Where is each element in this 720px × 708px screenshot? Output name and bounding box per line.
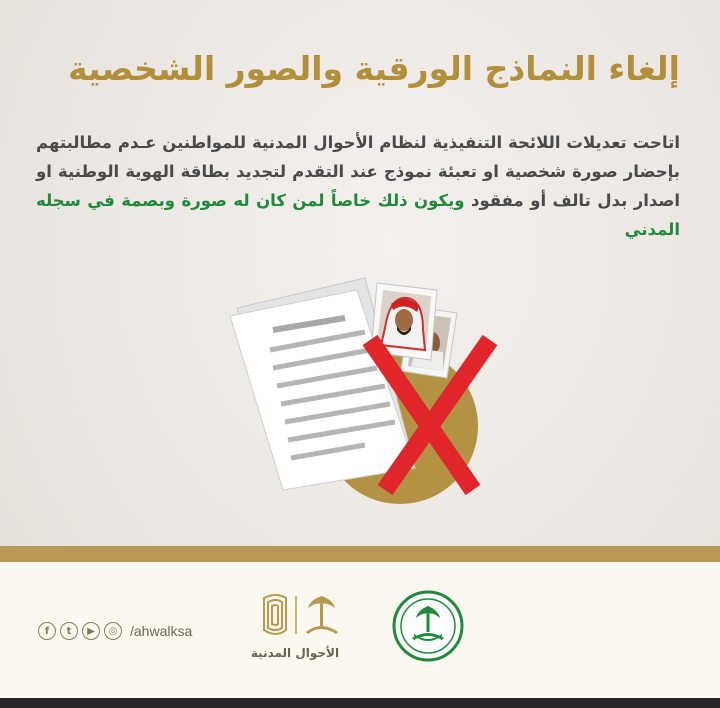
civil-affairs-label: الأحوال المدنية xyxy=(250,646,340,660)
ministry-interior-logo xyxy=(392,590,464,662)
facebook-icon[interactable]: f xyxy=(38,622,56,640)
cancelled-documents-illustration xyxy=(225,268,515,518)
fingerprint-icon xyxy=(264,595,286,634)
gold-divider-band xyxy=(0,546,720,562)
social-links xyxy=(38,620,192,642)
palm-swords-emblem-icon xyxy=(306,596,338,634)
youtube-icon[interactable]: ▶ xyxy=(82,622,100,640)
bottom-bar xyxy=(0,698,720,708)
body-text-plain: اتاحت تعديلات اللائحة التنفيذية لنظام الأحوال المدنية للمواطنين عـدم مطالبتهم بإحضار صورة شخصية او تعبئة نموذج عند التقدم لتجديد بطاقة الهوية الوطنية او اصدار بدل تالف أو مفقود xyxy=(36,133,680,210)
body-paragraph xyxy=(36,128,680,244)
page-title: إلغاء النماذج الورقية والصور الشخصية xyxy=(68,49,680,88)
social-handle[interactable]: /ahwalksa xyxy=(130,623,193,639)
body-text-highlight: ويكون ذلك خاصاً لمن كان له صورة وبصمة في سجله المدني xyxy=(36,191,680,239)
twitter-icon[interactable]: t xyxy=(60,622,78,640)
instagram-icon[interactable]: ◎ xyxy=(104,622,122,640)
